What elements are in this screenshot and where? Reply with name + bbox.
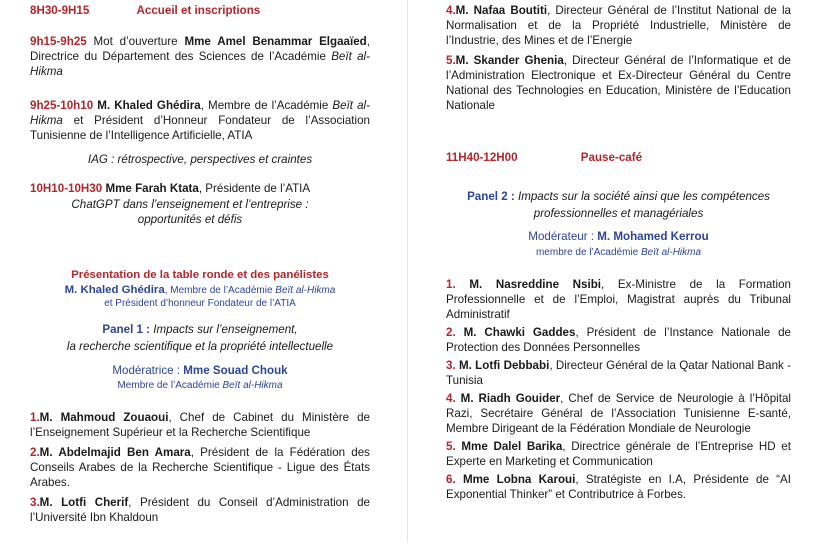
panel-topic-2: la recherche scientifique et la propriété intellectuelle (66, 340, 334, 353)
moderator-role-text: Membre de l’Académie (117, 380, 223, 391)
panel1-moderator (30, 363, 370, 378)
list-item (446, 3, 791, 48)
panel2-heading (446, 189, 791, 204)
academy-name: Beït al-Hikma (275, 285, 336, 296)
roundtable-presenter (30, 283, 370, 298)
panelist-role: , Stratégiste en I.A, Présidente de “AI Exponential Thinker” et Contributrice à Forbes. (446, 473, 791, 501)
list-item (446, 277, 791, 322)
item-number: 2. (30, 446, 40, 459)
column-divider (407, 0, 408, 543)
session-keynote (30, 98, 370, 143)
item-number: 1. (30, 411, 40, 424)
academy-name: Beït al-Hikma (641, 247, 702, 258)
list-item (30, 495, 370, 525)
panelist-role: , Directrice générale de l’Entreprise HD et Experte en Marketing et Communication (446, 440, 791, 468)
panelist-name: Mme Dalel Barika (461, 440, 563, 453)
item-number: 4. (446, 4, 456, 17)
panelist-role: , Chef de Service de Neurologie à l’Hôpital Razi, Secrétaire Général de l’Association Tunisienne E-santé, Membre Dirigeant de la Fédération Mondiale de Neurologie (446, 392, 791, 435)
panel-label: Panel 1 : (102, 323, 151, 336)
panelist-role: , Directeur Général de l’Informatique et de l’Administration Electronique et Ex-Directeur Général du Centre National des Technologies en Education, Ministère de l’Education Nationale (446, 54, 791, 112)
item-number: 6. (446, 473, 456, 486)
panelist-name: M. Mahmoud Zouaoui (39, 411, 169, 424)
roundtable-title: Présentation de la table ronde et des panélistes (71, 269, 329, 281)
moderator-label: Modératrice : (112, 364, 184, 377)
session-time: 10H10-10H30 (30, 182, 103, 195)
panelist-role: , Directeur Général de l’Institut National de la Normalisation et de la Propriété Industrielle, Ministère de l’Industrie, des Mines et de l’Energie (446, 4, 791, 47)
panelist-role: , Président de la Fédération des Conseils Arabes de la Recherche Scientifique - Ligue des États Arabes. (30, 446, 370, 489)
speaker-role: , Directrice du Département des Sciences de l’Académie (30, 35, 370, 63)
list-item (446, 439, 791, 469)
presenter-role: , Membre de l’Académie (164, 285, 276, 296)
item-number: 5. (446, 54, 456, 67)
panelist-role: , Président du Conseil d’Administration de l’Université Ibn Khaldoun (30, 496, 370, 524)
panel-topic-2: professionnelles et managériales (533, 207, 704, 220)
session-title: Pause-café (580, 151, 643, 164)
speaker-role-2: et Président d’Honneur Fondateur de l’Association Tunisienne de l’Intelligence Artificielle, ATIA (30, 114, 370, 142)
session-time: 8H30-9H15 (30, 4, 90, 17)
session-welcome (30, 3, 370, 18)
item-number: 2. (446, 326, 456, 339)
session-time: 9h15-9h25 (30, 35, 87, 48)
list-item (30, 445, 370, 490)
panelist-name: M. Nafaa Boutiti (455, 4, 548, 17)
list-item (446, 472, 791, 502)
panel1-list-continued (446, 3, 791, 113)
item-number: 5. (446, 440, 456, 453)
panel-topic: Impacts sur l’enseignement, (150, 323, 298, 336)
session-opening (30, 34, 370, 79)
list-item (446, 325, 791, 355)
moderator-name: M. Mohamed Kerrou (597, 230, 709, 243)
panelist-name: M. Chawki Gaddes (463, 326, 576, 339)
item-number: 3. (30, 496, 40, 509)
panelist-name: M. Lotfi Cherif (39, 496, 129, 509)
presenter-role-2: et Président d’honneur Fondateur de l’ATIA (104, 298, 296, 309)
session-topic: ChatGPT dans l’enseignement et l’entreprise : opportunités et défis (71, 198, 309, 226)
session-atia (30, 181, 370, 196)
panelist-role: , Ex-Ministre de la Formation Professionnelle et de l’Emploi, Magistrat auprès du Tribunal Administratif (446, 278, 791, 321)
panel1-heading (30, 322, 370, 337)
list-item (30, 410, 370, 440)
session-time: 11H40-12H00 (446, 151, 518, 164)
session-pause (446, 150, 791, 165)
academy-name: Beït al-Hikma (222, 380, 283, 391)
panelist-name: Mme Lobna Karoui (462, 473, 576, 486)
panel-topic: Impacts sur la société ainsi que les compétences (514, 190, 770, 203)
session-lead: Mot d’ouverture (93, 35, 178, 48)
moderator-name: Mme Souad Chouk (183, 364, 288, 377)
session-title: Accueil et inscriptions (136, 4, 261, 17)
academy-name: Beït al-Hikma (30, 50, 370, 78)
panelist-role: , Chef de Cabinet du Ministère de l’Enseignement Supérieur et la Recherche Scientifique (30, 411, 370, 439)
panelist-role: , Président de l’Instance Nationale de Protection des Données Personnelles (446, 326, 791, 354)
moderator-label: Modérateur : (528, 230, 598, 243)
moderator-role (446, 247, 791, 259)
panelist-name: M. Lotfi Debbabi (458, 359, 550, 372)
academy-name: Beït al-Hikma (30, 99, 370, 127)
speaker-role: , Membre de l’Académie (200, 99, 333, 112)
session-time: 9h25-10h10 (30, 99, 94, 112)
speaker-name: M. Khaled Ghédira (97, 99, 201, 112)
panelist-name: M. Skander Ghenia (455, 54, 564, 67)
panel2-list (446, 277, 791, 502)
moderator-role-text: membre de l’Académie (535, 247, 642, 258)
panel-label: Panel 2 : (467, 190, 515, 203)
presenter-name: M. Khaled Ghédira (64, 284, 165, 296)
panel2-moderator (446, 229, 791, 244)
panelist-name: M. Nasreddine Nsibi (469, 278, 602, 291)
list-item (446, 53, 791, 113)
panelist-name: M. Riadh Gouider (460, 392, 561, 405)
panelist-role: , Directeur Général de la Qatar National Bank - Tunisia (446, 359, 791, 387)
speaker-role: , Présidente de l’ATIA (198, 182, 311, 195)
list-item (446, 358, 791, 388)
item-number: 4. (446, 392, 456, 405)
list-item (446, 391, 791, 436)
speaker-name: Mme Amel Benammar Elgaaïed (184, 35, 367, 48)
speaker-name: Mme Farah Ktata (105, 182, 199, 195)
item-number: 3. (446, 359, 456, 372)
panelist-name: M. Abdelmajid Ben Amara (39, 446, 191, 459)
panel1-list (30, 410, 370, 525)
moderator-role (30, 380, 370, 392)
item-number: 1. (446, 278, 456, 291)
session-topic: IAG : rétrospective, perspectives et craintes (87, 153, 313, 166)
